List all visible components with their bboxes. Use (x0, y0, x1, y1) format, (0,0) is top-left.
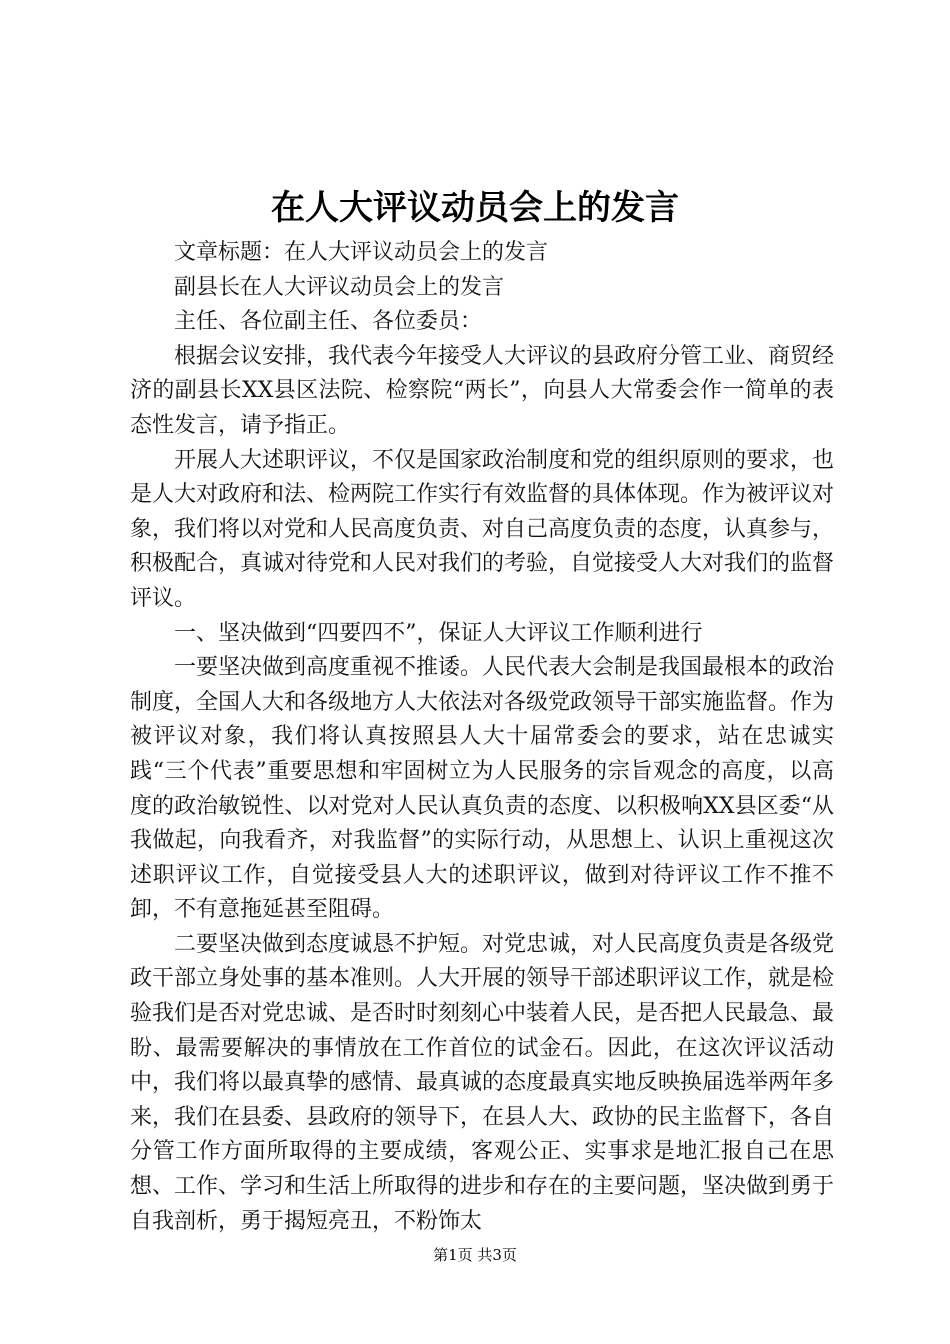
paragraph: 一要坚决做到高度重视不推诿。人民代表大会制是我国最根本的政治制度，全国人大和各级地方人大依法对各级党政领导干部实施监督。作为被评议对象，我们将认真按照县人大十届常委会的要求，站在忠诚实践“三个代表”重要思想和牢固树立为人民服务的宗旨观念的高度，以高度的政治敏锐性、以对党对人民认真负责的态度、以积极响XX县区委“从我做起，向我看齐，对我监督”的实际行动，从思想上、认识上重视这次述职评议工作，自觉接受县人大的述职评议，做到对待评议工作不推不卸，不有意拖延甚至阻碍。 (130, 655, 835, 923)
document-body (130, 236, 834, 1239)
paragraph-article-title: 文章标题：在人大评议动员会上的发言 (174, 240, 549, 265)
page-number-footer: 第1页 共3页 (433, 1246, 517, 1264)
document-title: 在人大评议动员会上的发言 (271, 188, 679, 228)
section-heading: 一、坚决做到“四要四不”，保证人大评议工作顺利进行 (174, 620, 703, 646)
paragraph: 根据会议安排，我代表今年接受人大评议的县政府分管工业、商贸经济的副县长XX县区法院、检察院“两长”，向县人大常委会作一简单的表态性发言，请予指正。 (130, 343, 835, 438)
paragraph: 开展人大述职评议，不仅是国家政治制度和党的组织原则的要求，也是人大对政府和法、检两院工作实行有效监督的具体体现。作为被评议对象，我们将以对党和人民高度负责、对自己高度负责的态度，认真参与，积极配合，真诚对待党和人民对我们的考验，自觉接受人大对我们的监督评议。 (130, 447, 835, 611)
paragraph-subtitle: 副县长在人大评议动员会上的发言 (174, 274, 505, 300)
paragraph-salutation: 主任、各位副主任、各位委员： (174, 309, 483, 335)
paragraph: 二要坚决做到态度诚恳不护短。对党忠诚，对人民高度负责是各级党政干部立身处事的基本准则。人大开展的领导干部述职评议工作，就是检验我们是否对党忠诚、是否时时刻刻心中装着人民，是否把人民最急、最盼、最需要解决的事情放在工作首位的试金石。因此，在这次评议活动中，我们将以最真挚的感情、最真诚的态度最真实地反映换届选举两年多来，我们在县委、县政府的领导下，在县人大、政协的民主监督下，各自分管工作方面所取得的主要成绩，客观公正、实事求是地汇报自己在思想、工作、学习和生活上所取得的进步和存在的主要问题，坚决做到勇于自我剖析，勇于揭短亮丑，不粉饰太 (130, 931, 835, 1234)
